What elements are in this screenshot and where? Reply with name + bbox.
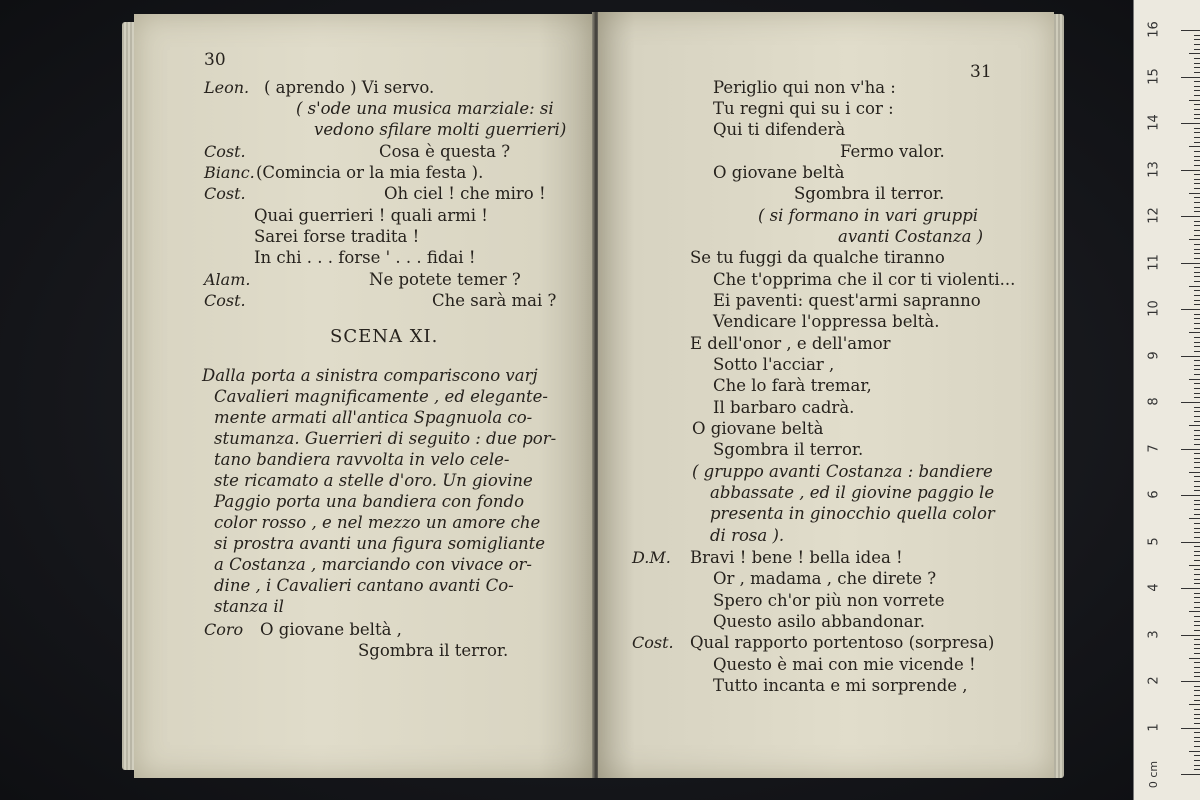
ruler-tick [1194, 662, 1200, 663]
ruler-tick [1194, 160, 1200, 161]
ruler-tick [1194, 532, 1200, 533]
ruler-tick [1194, 72, 1200, 73]
verse-line: (Comincia or la mia festa ). [256, 163, 484, 182]
ruler-tick [1194, 500, 1200, 501]
stage-direction-line: ( s'ode una musica marziale: si [296, 99, 554, 118]
ruler-tick [1181, 123, 1200, 124]
verse-line: Or , madama , che direte ? [713, 569, 937, 588]
ruler-tick [1194, 351, 1200, 352]
ruler-tick [1194, 197, 1200, 198]
ruler-tick [1194, 221, 1200, 222]
measuring-ruler [1133, 0, 1200, 800]
stage-direction-line: Dalla porta a sinistra compariscono varj [202, 366, 538, 385]
ruler-tick [1194, 63, 1200, 64]
verse-line: Tu regni qui su i cor : [713, 99, 894, 118]
stage-direction-line: stumanza. Guerrieri di seguito : due por- [214, 429, 557, 448]
stage-direction-line: tano bandiera ravvolta in velo cele- [214, 450, 510, 469]
ruler-tick [1194, 490, 1200, 491]
ruler-tick [1194, 481, 1200, 482]
ruler-tick [1194, 267, 1200, 268]
verse-line: Sgombra il terror. [713, 440, 864, 459]
ruler-tick [1194, 765, 1200, 766]
stage-direction-line: Cavalieri magnificamente , ed elegante- [214, 387, 548, 406]
ruler-tick [1181, 30, 1200, 31]
stage-direction-line: a Costanza , marciando con vivace or- [214, 555, 533, 574]
ruler-tick [1194, 639, 1200, 640]
ruler-tick [1189, 611, 1200, 612]
speaker-label: Bianc. [204, 163, 255, 182]
ruler-tick [1194, 644, 1200, 645]
ruler-tick [1194, 653, 1200, 654]
ruler-number: 15 [1146, 67, 1162, 85]
page-number: 30 [204, 50, 226, 70]
stage-direction-line: si prostra avanti una figura somigliante [214, 534, 546, 553]
verse-line: Qual rapporto portentoso (sorpresa) [690, 633, 995, 652]
ruler-tick [1181, 588, 1200, 589]
ruler-tick [1194, 109, 1200, 110]
verse-line: Che lo farà tremar, [713, 376, 872, 395]
scene-heading: SCENA XI. [330, 326, 439, 347]
ruler-tick [1194, 667, 1200, 668]
ruler-tick [1194, 430, 1200, 431]
ruler-tick [1194, 230, 1200, 231]
verse-line: Bravi ! bene ! bella idea ! [690, 548, 903, 567]
verse-line: Sotto l'acciar , [713, 355, 835, 374]
ruler-tick [1189, 518, 1200, 519]
verse-line: Se tu fuggi da qualche tiranno [690, 248, 945, 267]
verse-line: Oh ciel ! che miro ! [384, 184, 546, 203]
ruler-tick [1194, 741, 1200, 742]
verse-line: Fermo valor. [840, 142, 945, 161]
ruler-tick [1194, 211, 1200, 212]
ruler-tick [1194, 388, 1200, 389]
ruler-number: 4 [1146, 583, 1162, 592]
ruler-tick [1194, 86, 1200, 87]
stage-direction-line: di rosa ). [710, 526, 785, 545]
ruler-tick [1194, 132, 1200, 133]
ruler-tick [1194, 514, 1200, 515]
ruler-tick [1194, 755, 1200, 756]
ruler-tick [1189, 472, 1200, 473]
verse-line: Sgombra il terror. [358, 641, 509, 660]
ruler-tick [1194, 300, 1200, 301]
ruler-number: 2 [1146, 676, 1162, 685]
ruler-tick [1194, 235, 1200, 236]
ruler-tick [1194, 156, 1200, 157]
ruler-number: 16 [1146, 21, 1162, 38]
ruler-tick [1194, 39, 1200, 40]
ruler-tick [1194, 686, 1200, 687]
stage-direction-line: ( gruppo avanti Costanza : bandiere [692, 462, 993, 481]
ruler-tick [1194, 225, 1200, 226]
ruler-tick [1181, 402, 1200, 403]
ruler-tick [1194, 346, 1200, 347]
speaker-label: Leon. [204, 78, 250, 97]
ruler-tick [1194, 732, 1200, 733]
ruler-tick [1189, 239, 1200, 240]
ruler-tick [1194, 616, 1200, 617]
verse-line: Questo asilo abbandonar. [713, 612, 925, 631]
ruler-tick [1194, 174, 1200, 175]
ruler-tick [1189, 704, 1200, 705]
ruler-tick [1194, 374, 1200, 375]
verse-line: Il barbaro cadrà. [713, 398, 855, 417]
ruler-tick [1194, 95, 1200, 96]
stage-direction-line: stanza il [214, 597, 284, 616]
stage-direction-line: ( si formano in vari gruppi [758, 206, 979, 225]
ruler-tick [1194, 700, 1200, 701]
speaker-label: Cost. [204, 291, 246, 310]
ruler-tick [1194, 769, 1200, 770]
ruler-tick [1181, 728, 1200, 729]
ruler-tick [1194, 290, 1200, 291]
stage-direction-line: ste ricamato a stelle d'oro. Un giovine [214, 471, 533, 490]
verse-line: Cosa è questa ? [379, 142, 511, 161]
ruler-tick [1194, 602, 1200, 603]
ruler-tick [1189, 53, 1200, 54]
ruler-tick [1194, 569, 1200, 570]
verse-line: In chi . . . forse ' . . . fidai ! [254, 248, 476, 267]
stage-direction-line: abbassate , ed il giovine paggio le [710, 483, 995, 502]
ruler-tick [1194, 411, 1200, 412]
speaker-label: Cost. [632, 633, 674, 652]
ruler-tick [1194, 458, 1200, 459]
verse-line: Che sarà mai ? [432, 291, 557, 310]
ruler-tick [1194, 714, 1200, 715]
speaker-label: Coro [204, 620, 244, 639]
ruler-tick [1194, 58, 1200, 59]
ruler-tick [1194, 244, 1200, 245]
ruler-tick [1181, 356, 1200, 357]
ruler-number: 11 [1146, 253, 1162, 271]
ruler-tick [1194, 342, 1200, 343]
ruler-tick [1194, 579, 1200, 580]
stage-direction-line: mente armati all'antica Spagnuola co- [214, 408, 533, 427]
verse-line: O giovane beltà [713, 163, 845, 182]
ruler-tick [1194, 574, 1200, 575]
verse-line: Quai guerrieri ! quali armi ! [254, 206, 488, 225]
ruler-tick [1181, 681, 1200, 682]
ruler-tick [1194, 737, 1200, 738]
ruler-tick [1189, 425, 1200, 426]
ruler-tick [1194, 165, 1200, 166]
page-number: 31 [970, 62, 992, 82]
ruler-tick [1194, 365, 1200, 366]
ruler-tick [1194, 509, 1200, 510]
ruler-tick [1194, 81, 1200, 82]
verse-line: Tutto incanta e mi sorprende , [713, 676, 968, 695]
left-page [134, 14, 594, 778]
ruler-tick [1194, 607, 1200, 608]
ruler-tick [1194, 49, 1200, 50]
ruler-tick [1189, 565, 1200, 566]
ruler-tick [1194, 328, 1200, 329]
ruler-tick [1194, 272, 1200, 273]
verse-line: Sgombra il terror. [794, 184, 945, 203]
verse-line: Spero ch'or più non vorrete [713, 591, 945, 610]
ruler-tick [1189, 146, 1200, 147]
ruler-tick [1194, 142, 1200, 143]
ruler-tick [1194, 690, 1200, 691]
ruler-tick [1181, 774, 1200, 775]
verse-line: Qui ti difenderà [713, 120, 846, 139]
ruler-tick [1194, 746, 1200, 747]
ruler-tick [1189, 379, 1200, 380]
ruler-tick [1194, 151, 1200, 152]
ruler-tick [1189, 193, 1200, 194]
ruler-tick [1181, 216, 1200, 217]
ruler-tick [1194, 67, 1200, 68]
ruler-tick [1194, 314, 1200, 315]
ruler-tick [1194, 323, 1200, 324]
ruler-tick [1194, 104, 1200, 105]
ruler-tick [1194, 393, 1200, 394]
ruler-tick [1194, 397, 1200, 398]
ruler-tick [1194, 551, 1200, 552]
ruler-number: 9 [1146, 350, 1162, 360]
ruler-tick [1194, 537, 1200, 538]
speaker-label: D.M. [632, 548, 671, 567]
ruler-tick [1189, 658, 1200, 659]
ruler-tick [1194, 709, 1200, 710]
verse-line: Questo è mai con mie vicende ! [713, 655, 976, 674]
ruler-tick [1194, 621, 1200, 622]
ruler-tick [1194, 760, 1200, 761]
ruler-tick [1194, 304, 1200, 305]
ruler-tick [1189, 100, 1200, 101]
ruler-tick [1194, 207, 1200, 208]
ruler-number: 12 [1146, 207, 1162, 224]
ruler-tick [1181, 77, 1200, 78]
ruler-tick [1194, 253, 1200, 254]
verse-line: Periglio qui non v'ha : [713, 78, 896, 97]
ruler-tick [1194, 421, 1200, 422]
ruler-tick [1194, 630, 1200, 631]
ruler-number: 13 [1146, 160, 1162, 178]
ruler-tick [1194, 35, 1200, 36]
ruler-tick [1194, 453, 1200, 454]
ruler-tick [1194, 718, 1200, 719]
ruler-tick [1181, 495, 1200, 496]
ruler-tick [1194, 560, 1200, 561]
verse-line: Ne potete temer ? [369, 270, 521, 289]
ruler-tick [1194, 360, 1200, 361]
ruler-tick [1181, 542, 1200, 543]
ruler-tick [1194, 672, 1200, 673]
ruler-tick [1194, 202, 1200, 203]
verse-line: Che t'opprima che il cor ti violenti... [713, 270, 1016, 289]
stage-direction-line: vedono sfilare molti guerrieri) [314, 120, 567, 139]
speaker-label: Cost. [204, 142, 246, 161]
ruler-number: 5 [1146, 536, 1162, 546]
ruler-tick [1194, 583, 1200, 584]
ruler-number: 6 [1146, 490, 1162, 499]
ruler-tick [1194, 114, 1200, 115]
ruler-tick [1194, 546, 1200, 547]
ruler-tick [1194, 258, 1200, 259]
ruler-tick [1194, 416, 1200, 417]
ruler-tick [1194, 249, 1200, 250]
ruler-tick [1194, 695, 1200, 696]
ruler-tick [1194, 435, 1200, 436]
ruler-number: 1 [1146, 722, 1162, 732]
stage-direction-line: dine , i Cavalieri cantano avanti Co- [214, 576, 514, 595]
ruler-tick [1194, 179, 1200, 180]
ruler-unit-label: 0 cm [1147, 760, 1161, 789]
ruler-tick [1194, 276, 1200, 277]
ruler-tick [1189, 332, 1200, 333]
speaker-label: Alam. [204, 270, 251, 289]
ruler-tick [1194, 128, 1200, 129]
ruler-tick [1194, 486, 1200, 487]
ruler-tick [1194, 723, 1200, 724]
ruler-number: 7 [1146, 443, 1162, 453]
ruler-tick [1194, 369, 1200, 370]
ruler-tick [1194, 528, 1200, 529]
verse-line: O giovane beltà , [260, 620, 402, 639]
ruler-number: 14 [1146, 114, 1162, 131]
ruler-tick [1194, 118, 1200, 119]
ruler-tick [1194, 383, 1200, 384]
ruler-tick [1194, 593, 1200, 594]
verse-line: Ei paventi: quest'armi sapranno [713, 291, 981, 310]
stage-direction-line: color rosso , e nel mezzo un amore che [214, 513, 541, 532]
ruler-tick [1194, 183, 1200, 184]
ruler-tick [1181, 449, 1200, 450]
verse-line: Vendicare l'oppressa beltà. [713, 312, 940, 331]
ruler-tick [1194, 90, 1200, 91]
ruler-tick [1181, 309, 1200, 310]
ruler-tick [1194, 597, 1200, 598]
stage-direction-line: Paggio porta una bandiera con fondo [214, 492, 525, 511]
ruler-tick [1194, 467, 1200, 468]
ruler-tick [1194, 188, 1200, 189]
ruler-tick [1194, 476, 1200, 477]
ruler-tick [1181, 263, 1200, 264]
stage-direction-line: avanti Costanza ) [838, 227, 984, 246]
ruler-tick [1194, 337, 1200, 338]
ruler-tick [1194, 625, 1200, 626]
ruler-tick [1194, 444, 1200, 445]
ruler-tick [1194, 407, 1200, 408]
ruler-tick [1194, 439, 1200, 440]
ruler-tick [1181, 170, 1200, 171]
ruler-tick [1194, 462, 1200, 463]
verse-line: Sarei forse tradita ! [254, 227, 420, 246]
verse-line: E dell'onor , e dell'amor [690, 334, 891, 353]
ruler-tick [1194, 648, 1200, 649]
ruler-tick [1194, 318, 1200, 319]
ruler-tick [1194, 555, 1200, 556]
ruler-number: 3 [1146, 629, 1162, 639]
ruler-tick [1194, 137, 1200, 138]
verse-line: ( aprendo ) Vi servo. [264, 78, 435, 97]
ruler-tick [1194, 504, 1200, 505]
ruler-tick [1189, 286, 1200, 287]
ruler-tick [1194, 44, 1200, 45]
ruler-number: 10 [1146, 300, 1162, 317]
ruler-tick [1194, 676, 1200, 677]
speaker-label: Cost. [204, 184, 246, 203]
ruler-tick [1189, 751, 1200, 752]
ruler-number: 8 [1146, 397, 1162, 406]
ruler-tick [1194, 523, 1200, 524]
right-page [598, 12, 1054, 778]
stage-direction-line: presenta in ginocchio quella color [710, 504, 995, 523]
verse-line: O giovane beltà [692, 419, 824, 438]
ruler-tick [1194, 295, 1200, 296]
ruler-tick [1194, 281, 1200, 282]
ruler-tick [1181, 635, 1200, 636]
